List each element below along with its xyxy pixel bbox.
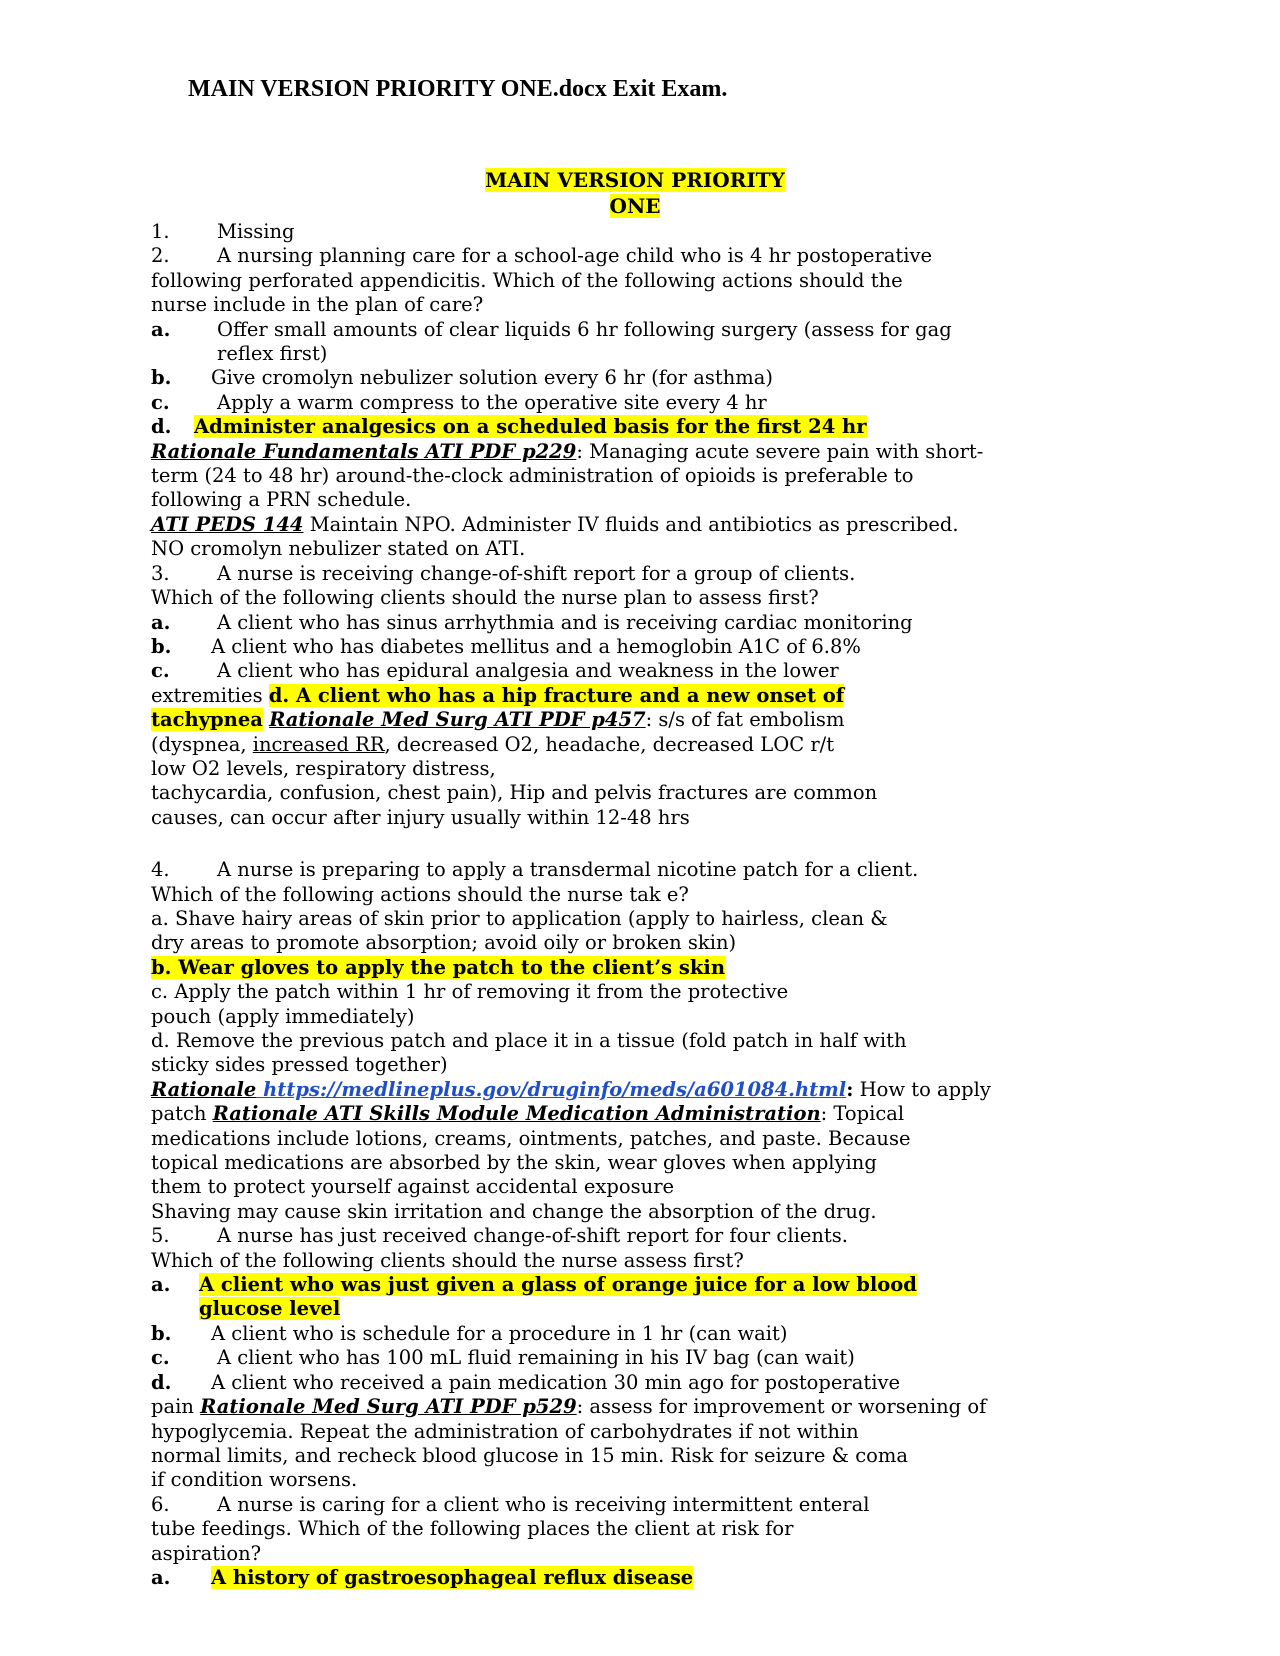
option-4a-cont: dry areas to promote absorption; avoid oily or broken skin) bbox=[151, 931, 737, 955]
question-1: 1. Missing bbox=[151, 220, 295, 243]
option-6a-correct: a. A history of gastroesophageal reflux disease bbox=[151, 1565, 694, 1589]
question-number: 1. bbox=[151, 220, 170, 243]
option-4c-cont: pouch (apply immediately) bbox=[151, 1004, 415, 1028]
question-2-stem-cont: following perforated appendicitis. Which of the following actions should the bbox=[151, 268, 903, 292]
option-3d-correct: extremities d. A client who has a hip fracture and a new onset of bbox=[151, 683, 845, 707]
option-2a-cont: reflex first) bbox=[217, 342, 328, 366]
question-5-stem-cont: Which of the following clients should the nurse assess first? bbox=[151, 1248, 744, 1272]
question-number: 4. bbox=[151, 858, 170, 882]
rationale-4-cont: patch Rationale ATI Skills Module Medication Administration: Topical bbox=[151, 1102, 905, 1126]
option-4a: a. Shave hairy areas of skin prior to application (apply to hairless, clean & bbox=[151, 906, 888, 930]
rationale-3-cont: tachycardia, confusion, chest pain), Hip and pelvis fractures are common bbox=[151, 781, 878, 805]
option-4c: c. Apply the patch within 1 hr of removing it from the protective bbox=[151, 980, 789, 1004]
rationale-5: pain Rationale Med Surg ATI PDF p529: assess for improvement or worsening of bbox=[151, 1395, 987, 1419]
option-5a-correct: a. A client who was just given a glass of orange juice for a low blood bbox=[151, 1273, 917, 1297]
question-4-stem-cont: Which of the following actions should the nurse tak e? bbox=[151, 882, 689, 906]
rationale-5-cont: normal limits, and recheck blood glucose in 15 min. Risk for seizure & coma bbox=[151, 1443, 908, 1467]
question-number: 5. bbox=[151, 1224, 170, 1248]
rationale-3-cont: low O2 levels, respiratory distress, bbox=[151, 756, 496, 780]
option-4b-correct: b. Wear gloves to apply the patch to the client’s skin bbox=[151, 955, 726, 979]
rationale-2-cont: following a PRN schedule. bbox=[151, 488, 412, 512]
rationale-3: tachypnea Rationale Med Surg ATI PDF p457: s/s of fat embolism bbox=[151, 708, 845, 732]
option-3b: b. A client who has diabetes mellitus and a hemoglobin A1C of 6.8% bbox=[151, 634, 861, 658]
question-6-stem: 6. A nurse is caring for a client who is receiving intermittent enteral bbox=[151, 1492, 870, 1516]
option-5a-cont: glucose level bbox=[199, 1297, 341, 1321]
document-title: MAIN VERSION PRIORITY ONE.docx Exit Exam. bbox=[188, 76, 728, 102]
option-2d-correct: d. Administer analgesics on a scheduled basis for the first 24 hr bbox=[151, 415, 867, 439]
option-3a: a. A client who has sinus arrhythmia and is receiving cardiac monitoring bbox=[151, 610, 913, 634]
rationale-4-cont: them to protect yourself against accidental exposure bbox=[151, 1175, 675, 1199]
question-3-stem-cont: Which of the following clients should the nurse plan to assess first? bbox=[151, 586, 819, 610]
rationale-4-cont: topical medications are absorbed by the skin, wear gloves when applying bbox=[151, 1151, 877, 1175]
rationale-2-cont: term (24 to 48 hr) around-the-clock administration of opioids is preferable to bbox=[151, 464, 914, 488]
rationale-2-peds-cont: NO cromolyn nebulizer stated on ATI. bbox=[151, 537, 526, 561]
option-5b: b. A client who is schedule for a procedure in 1 hr (can wait) bbox=[151, 1321, 788, 1345]
rationale-4: Rationale https://medlineplus.gov/druginfo/meds/a601084.html: How to apply bbox=[151, 1077, 991, 1101]
question-number: 6. bbox=[151, 1492, 170, 1516]
medlineplus-link[interactable]: https://medlineplus.gov/druginfo/meds/a601084.html bbox=[256, 1077, 847, 1101]
rationale-4-cont: Shaving may cause skin irritation and change the absorption of the drug. bbox=[151, 1199, 877, 1223]
question-6-stem-cont: aspiration? bbox=[151, 1541, 262, 1565]
question-6-stem-cont: tube feedings. Which of the following places the client at risk for bbox=[151, 1517, 794, 1541]
question-number: 2. bbox=[151, 244, 170, 268]
option-2b: b. Give cromolyn nebulizer solution every 6 hr (for asthma) bbox=[151, 366, 774, 390]
option-5d: d. A client who received a pain medication 30 min ago for postoperative bbox=[151, 1370, 901, 1394]
section-title-line2: ONE bbox=[609, 194, 661, 218]
section-title-line1: MAIN VERSION PRIORITY bbox=[485, 168, 785, 192]
question-5-stem: 5. A nurse has just received change-of-shift report for four clients. bbox=[151, 1224, 848, 1248]
option-4d: d. Remove the previous patch and place it in a tissue (fold patch in half with bbox=[151, 1029, 907, 1052]
option-3c: c. A client who has epidural analgesia and weakness in the lower bbox=[151, 659, 839, 683]
rationale-5-cont: hypoglycemia. Repeat the administration of carbohydrates if not within bbox=[151, 1419, 859, 1443]
question-number: 3. bbox=[151, 561, 170, 585]
rationale-2: Rationale Fundamentals ATI PDF p229: Managing acute severe pain with short- bbox=[151, 439, 984, 463]
rationale-5-cont: if condition worsens. bbox=[151, 1468, 358, 1492]
rationale-2-peds: ATI PEDS 144 Maintain NPO. Administer IV fluids and antibiotics as prescribed. bbox=[151, 512, 959, 536]
rationale-3-cont: (dyspnea, increased RR, decreased O2, headache, decreased LOC r/t bbox=[151, 732, 835, 756]
option-2a: a. Offer small amounts of clear liquids 6 hr following surgery (assess for gag bbox=[151, 317, 952, 341]
rationale-4-cont: medications include lotions, creams, ointments, patches, and paste. Because bbox=[151, 1126, 911, 1150]
option-5c: c. A client who has 100 mL fluid remaining in his IV bag (can wait) bbox=[151, 1346, 855, 1370]
option-2c: c. Apply a warm compress to the operative site every 4 hr bbox=[151, 390, 767, 414]
question-2-stem-cont: nurse include in the plan of care? bbox=[151, 293, 484, 317]
question-3-stem: 3. A nurse is receiving change-of-shift report for a group of clients. bbox=[151, 561, 856, 585]
spacer bbox=[151, 830, 1136, 858]
question-2-stem: 2. A nursing planning care for a school-age child who is 4 hr postoperative bbox=[151, 244, 933, 268]
question-4-stem: 4. A nurse is preparing to apply a transdermal nicotine patch for a client. bbox=[151, 858, 919, 882]
rationale-3-cont: causes, can occur after injury usually within 12-48 hrs bbox=[151, 805, 690, 829]
option-4d-cont: sticky sides pressed together) bbox=[151, 1053, 448, 1077]
document-body bbox=[151, 220, 1136, 1590]
